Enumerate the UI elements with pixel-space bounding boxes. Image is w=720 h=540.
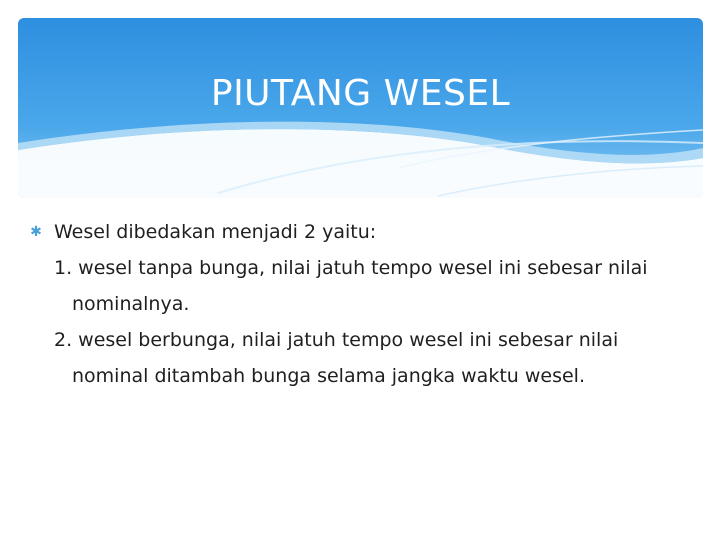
list-item-2-line2: nominal ditambah bunga selama jangka waktu wesel. [72, 365, 585, 387]
slide-title: PIUTANG WESEL [210, 73, 511, 114]
bullet-item [28, 214, 688, 250]
slide-content [28, 214, 688, 394]
title-banner [18, 18, 703, 198]
list-item-2-line1: 2. wesel berbunga, nilai jatuh tempo wesel ini sebesar nilai [54, 329, 619, 351]
list-item-1-line1: 1. wesel tanpa bunga, nilai jatuh tempo wesel ini sebesar nilai [54, 257, 648, 279]
list-item-1-line2: nominalnya. [72, 293, 190, 315]
asterisk-bullet-icon: ✱ [30, 224, 42, 240]
bullet-intro-text: Wesel dibedakan menjadi 2 yaitu: [54, 221, 377, 243]
